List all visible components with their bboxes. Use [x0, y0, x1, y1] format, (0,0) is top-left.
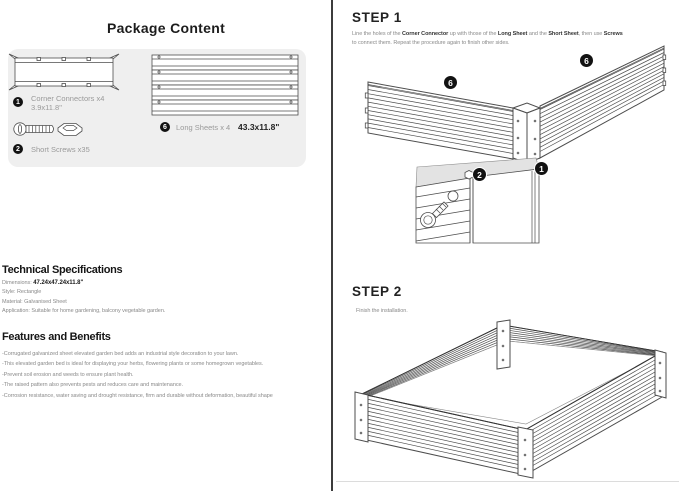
item-label-long-sheets: Long Sheets x 4 — [176, 123, 231, 132]
bottom-separator-line — [336, 481, 679, 482]
item-size-corner-connectors: 3.9x11.8" — [31, 103, 62, 112]
item-label-short-screws: Short Screws x35 — [31, 145, 90, 154]
step1-diagram — [340, 45, 679, 267]
item-number-badge-long-sheets: 6 — [160, 122, 170, 132]
spec-value: Suitable for home gardening, balcony vegetable garden. — [31, 307, 166, 314]
spec-row-style — [2, 288, 165, 297]
spec-value: 47.24x47.24x11.8" — [33, 280, 84, 286]
step1-right-sheet — [540, 46, 666, 158]
item-size-long-sheets: 43.3x11.8" — [238, 121, 280, 132]
corner-post — [655, 350, 666, 398]
spec-row-material — [2, 298, 165, 307]
feature-bullet: -This elevated garden bed is ideal for displaying your herbs, flowering plants or some homegrown vegetables. — [2, 361, 264, 368]
hex-nut-drawing — [58, 124, 82, 136]
features-title: Features and Benefits — [2, 331, 111, 343]
corner-post — [518, 427, 533, 478]
spec-value: Rectangle — [16, 289, 42, 296]
long-sheets-drawing — [152, 55, 298, 115]
features-list — [2, 349, 273, 401]
tech-specs-title: Technical Specifications — [2, 264, 123, 276]
step2-diagram — [340, 313, 679, 485]
feature-bullet: -Corrosion resistance, water saving and drought resistance, firm and durable without deformation, beautiful shape — [2, 392, 273, 399]
assembled-garden-bed — [355, 320, 666, 478]
label-badge-long-sheet-right: 6 — [579, 53, 594, 68]
spec-label: Style: — [2, 289, 16, 296]
step1-title: STEP 1 — [352, 10, 402, 25]
feature-bullet: -Corrugated galvanized sheet elevated garden bed adds an industrial style decoration to your lawn. — [2, 351, 239, 357]
label-badge-long-sheet-left: 6 — [443, 75, 458, 90]
spec-label: Application: — [2, 307, 30, 314]
corner-post — [497, 320, 510, 369]
column-divider — [331, 0, 333, 491]
step1-instruction: Line the holes of the Corner Connector up with those of the Long Sheet and the Short Sheet, then use Screws to connect them. Repeat the procedure again to finish other sides. — [352, 31, 623, 46]
label-badge-corner-connector: 1 — [534, 161, 549, 176]
corner-post — [355, 392, 368, 442]
corner-connector-drawing — [9, 54, 119, 90]
step1-corner-connector — [513, 103, 540, 163]
feature-bullet: -The raised pattern also prevents pests and reduces care and maintenance. — [2, 382, 184, 389]
item-label-corner-connectors: Corner Connectors x4 — [31, 94, 105, 103]
spec-row-dimensions — [2, 279, 165, 288]
package-content-title: Package Content — [106, 20, 226, 36]
label-badge-screw: 2 — [472, 167, 487, 182]
spec-label: Material: — [2, 298, 23, 305]
step2-title: STEP 2 — [352, 284, 402, 299]
spec-value: Galvanised Sheet — [24, 298, 67, 305]
spec-row-application — [2, 307, 165, 316]
step2-instruction: Finish the installation. — [356, 308, 408, 314]
feature-bullet: -Prevent soil erosion and weeds to ensure plant health. — [2, 371, 134, 378]
item-number-badge-short-screws: 2 — [13, 144, 23, 154]
screw-drawing — [14, 123, 54, 135]
step1-left-sheet — [365, 82, 513, 159]
tech-specs-list — [2, 279, 165, 316]
spec-label: Dimensions: — [2, 280, 32, 286]
item-number-badge-corner-connectors: 1 — [13, 97, 23, 107]
